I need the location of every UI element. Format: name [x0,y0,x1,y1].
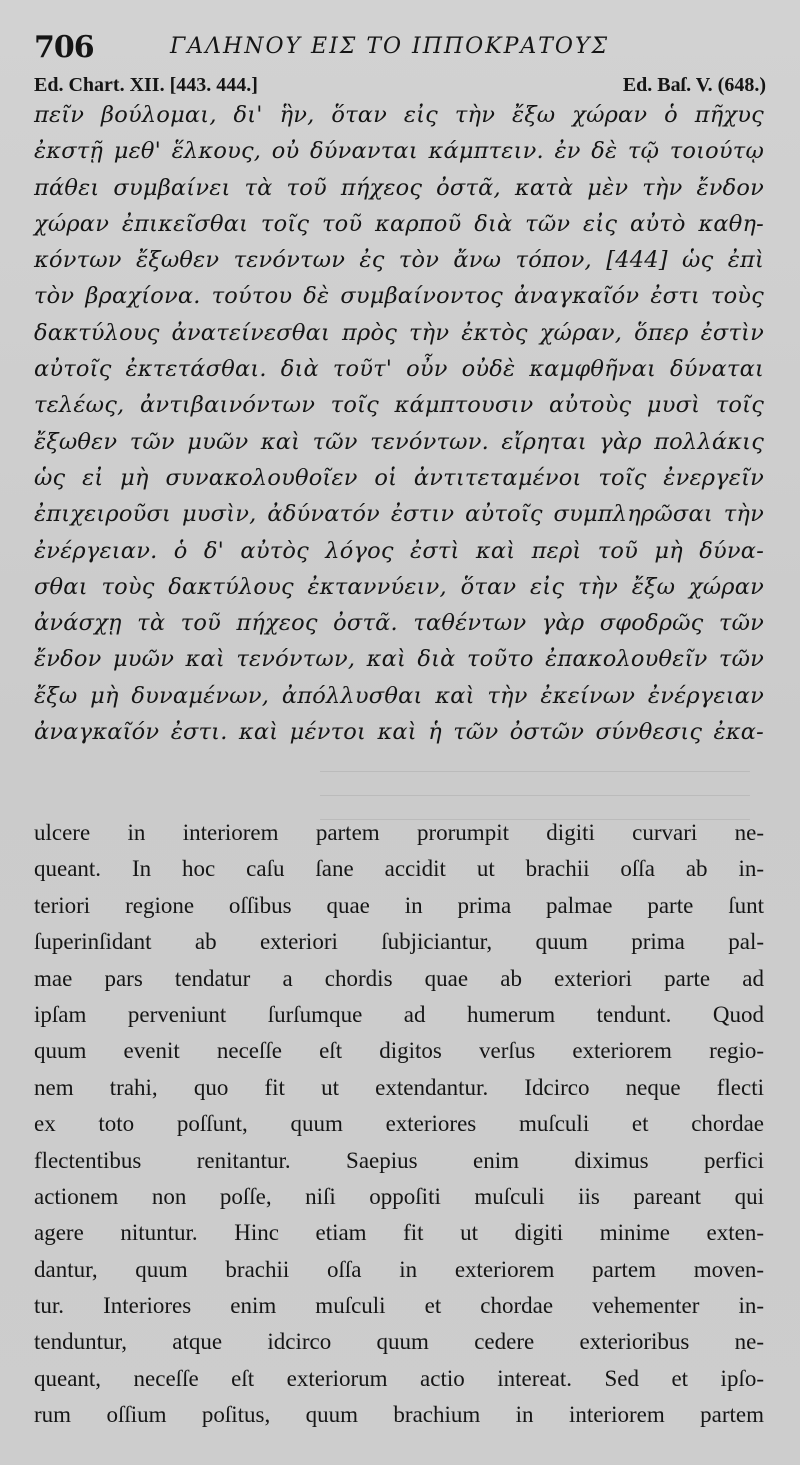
greek-line: σθαι τοὺς δακτύλους ἐκταννύειν, ὅταν εἰς τὴν ἔξω χώραν [34,573,764,600]
greek-line: χώραν ἐπικεῖσθαι τοῖς τοῦ καρποῦ διὰ τῶν εἰς αὐτὸ καθη- [34,210,764,237]
latin-line: nem trahi, quo fit ut extendantur. Idcirco neque flecti [34,1074,764,1100]
latin-line: mae pars tendatur a chordis quae ab exteriori parte ad [34,965,764,991]
greek-line: κόντων ἔξωθεν τενόντων ἐς τὸν ἄνω τόπον, [444] ὡς ἐπὶ [34,247,764,274]
greek-line: τελέως, ἀντιβαινόντων τοῖς κάμπτουσιν αὐτοὺς μυσὶ τοῖς [34,392,764,419]
greek-line: ἐκστῇ μεθ' ἕλκους, οὐ δύνανται κάμπτειν. ἐν δὲ τῷ τοιούτῳ [34,138,764,165]
greek-line: ἔνδον μυῶν καὶ τενόντων, καὶ διὰ τοῦτο ἐπακολουθεῖν τῶν [34,646,764,673]
show-through-ink [320,760,750,820]
latin-line: ipſam perveniunt ſurſumque ad humerum tendunt. Quod [34,1001,764,1027]
latin-line: rum oſſium poſitus, quum brachium in interiorem partem [34,1402,764,1428]
edition-reference-left: Ed. Chart. XII. [443. 444.] [34,74,258,96]
greek-line: ἔξωθεν τῶν μυῶν καὶ τῶν τενόντων. εἴρηται γὰρ πολλάκις [34,428,764,455]
latin-line: flectentibus renitantur. Saepius enim diximus perfici [34,1147,764,1173]
latin-line: quum evenit neceſſe eſt digitos verſus exteriorem regio- [34,1038,764,1064]
page-number: 706 [34,30,94,65]
latin-line: ulcere in interiorem partem prorumpit digiti curvari ne- [34,820,764,845]
greek-line: ὡς εἰ μὴ συνακολουθοῖεν οἱ ἀντιτεταμένοι τοῖς ἐνεργεῖν [34,464,764,491]
greek-text-block [34,97,764,750]
latin-line: ex toto poſſunt, quum exteriores muſculi et chordae [34,1111,764,1137]
latin-line: actionem non poſſe, niſi oppoſiti muſculi iis pareant qui [34,1183,764,1209]
greek-line: πεῖν βούλομαι, δι' ἣν, ὅταν εἰς τὴν ἔξω χώραν ὁ πῆχυς [34,102,764,128]
latin-line: tur. Interiores enim muſculi et chordae vehementer in- [34,1293,764,1319]
greek-line: ἐπιχειροῦσι μυσὶν, ἀδύνατόν ἐστιν αὐτοῖς συμπληρῶσαι τὴν [34,501,764,528]
latin-line: queant, neceſſe eſt exteriorum actio intereat. Sed et ipſo- [34,1365,764,1391]
edition-reference-right: Ed. Baſ. V. (648.) [622,74,766,96]
greek-line: ἔξω μὴ δυναμένων, ἀπόλλυσθαι καὶ τὴν ἐκείνων ἐνέργειαν [34,682,764,709]
greek-line: ἐνέργειαν. ὁ δ' αὐτὸς λόγος ἐστὶ καὶ περὶ τοῦ μὴ δύνα- [34,537,764,564]
latin-line: teriori regione oſſibus quae in prima palmae parte ſunt [34,892,764,918]
greek-line: ἀναγκαῖόν ἐστι. καὶ μέντοι καὶ ἡ τῶν ὀστῶν σύνθεσις ἐκα- [34,719,764,746]
latin-line: dantur, quum brachii oſſa in exteriorem partem moven- [34,1256,764,1282]
greek-line: τὸν βραχίονα. τούτου δὲ συμβαίνοντος ἀναγκαῖόν ἐστι τοὺς [34,283,764,310]
latin-line: tenduntur, atque idcirco quum cedere exterioribus ne- [34,1329,764,1355]
greek-line: ἀνάσχῃ τὰ τοῦ πήχεος ὀστᾶ. ταθέντων γὰρ σφοδρῶς τῶν [34,610,764,637]
running-title: ΓΑΛΗΝΟΥ ΕΙΣ ΤΟ ΙΠΠΟΚΡΑΤΟΥΣ [170,34,610,59]
greek-line: δακτύλους ἀνατείνεσθαι πρὸς τὴν ἐκτὸς χώραν, ὅπερ ἐστὶν [34,319,764,346]
greek-line: αὐτοῖς ἐκτετάσθαι. διὰ τοῦτ' οὖν οὐδὲ καμφθῆναι δύναται [34,356,764,383]
latin-text-block [34,815,764,1434]
latin-line: queant. In hoc caſu ſane accidit ut brachii oſſa ab in- [34,856,764,882]
greek-line: πάθει συμβαίνει τὰ τοῦ πήχεος ὀστᾶ, κατὰ μὲν τὴν ἔνδον [34,174,764,201]
latin-line: agere nituntur. Hinc etiam fit ut digiti minime exten- [34,1220,764,1246]
latin-line: ſuperinſidant ab exteriori ſubjiciantur, quum prima pal- [34,929,764,955]
